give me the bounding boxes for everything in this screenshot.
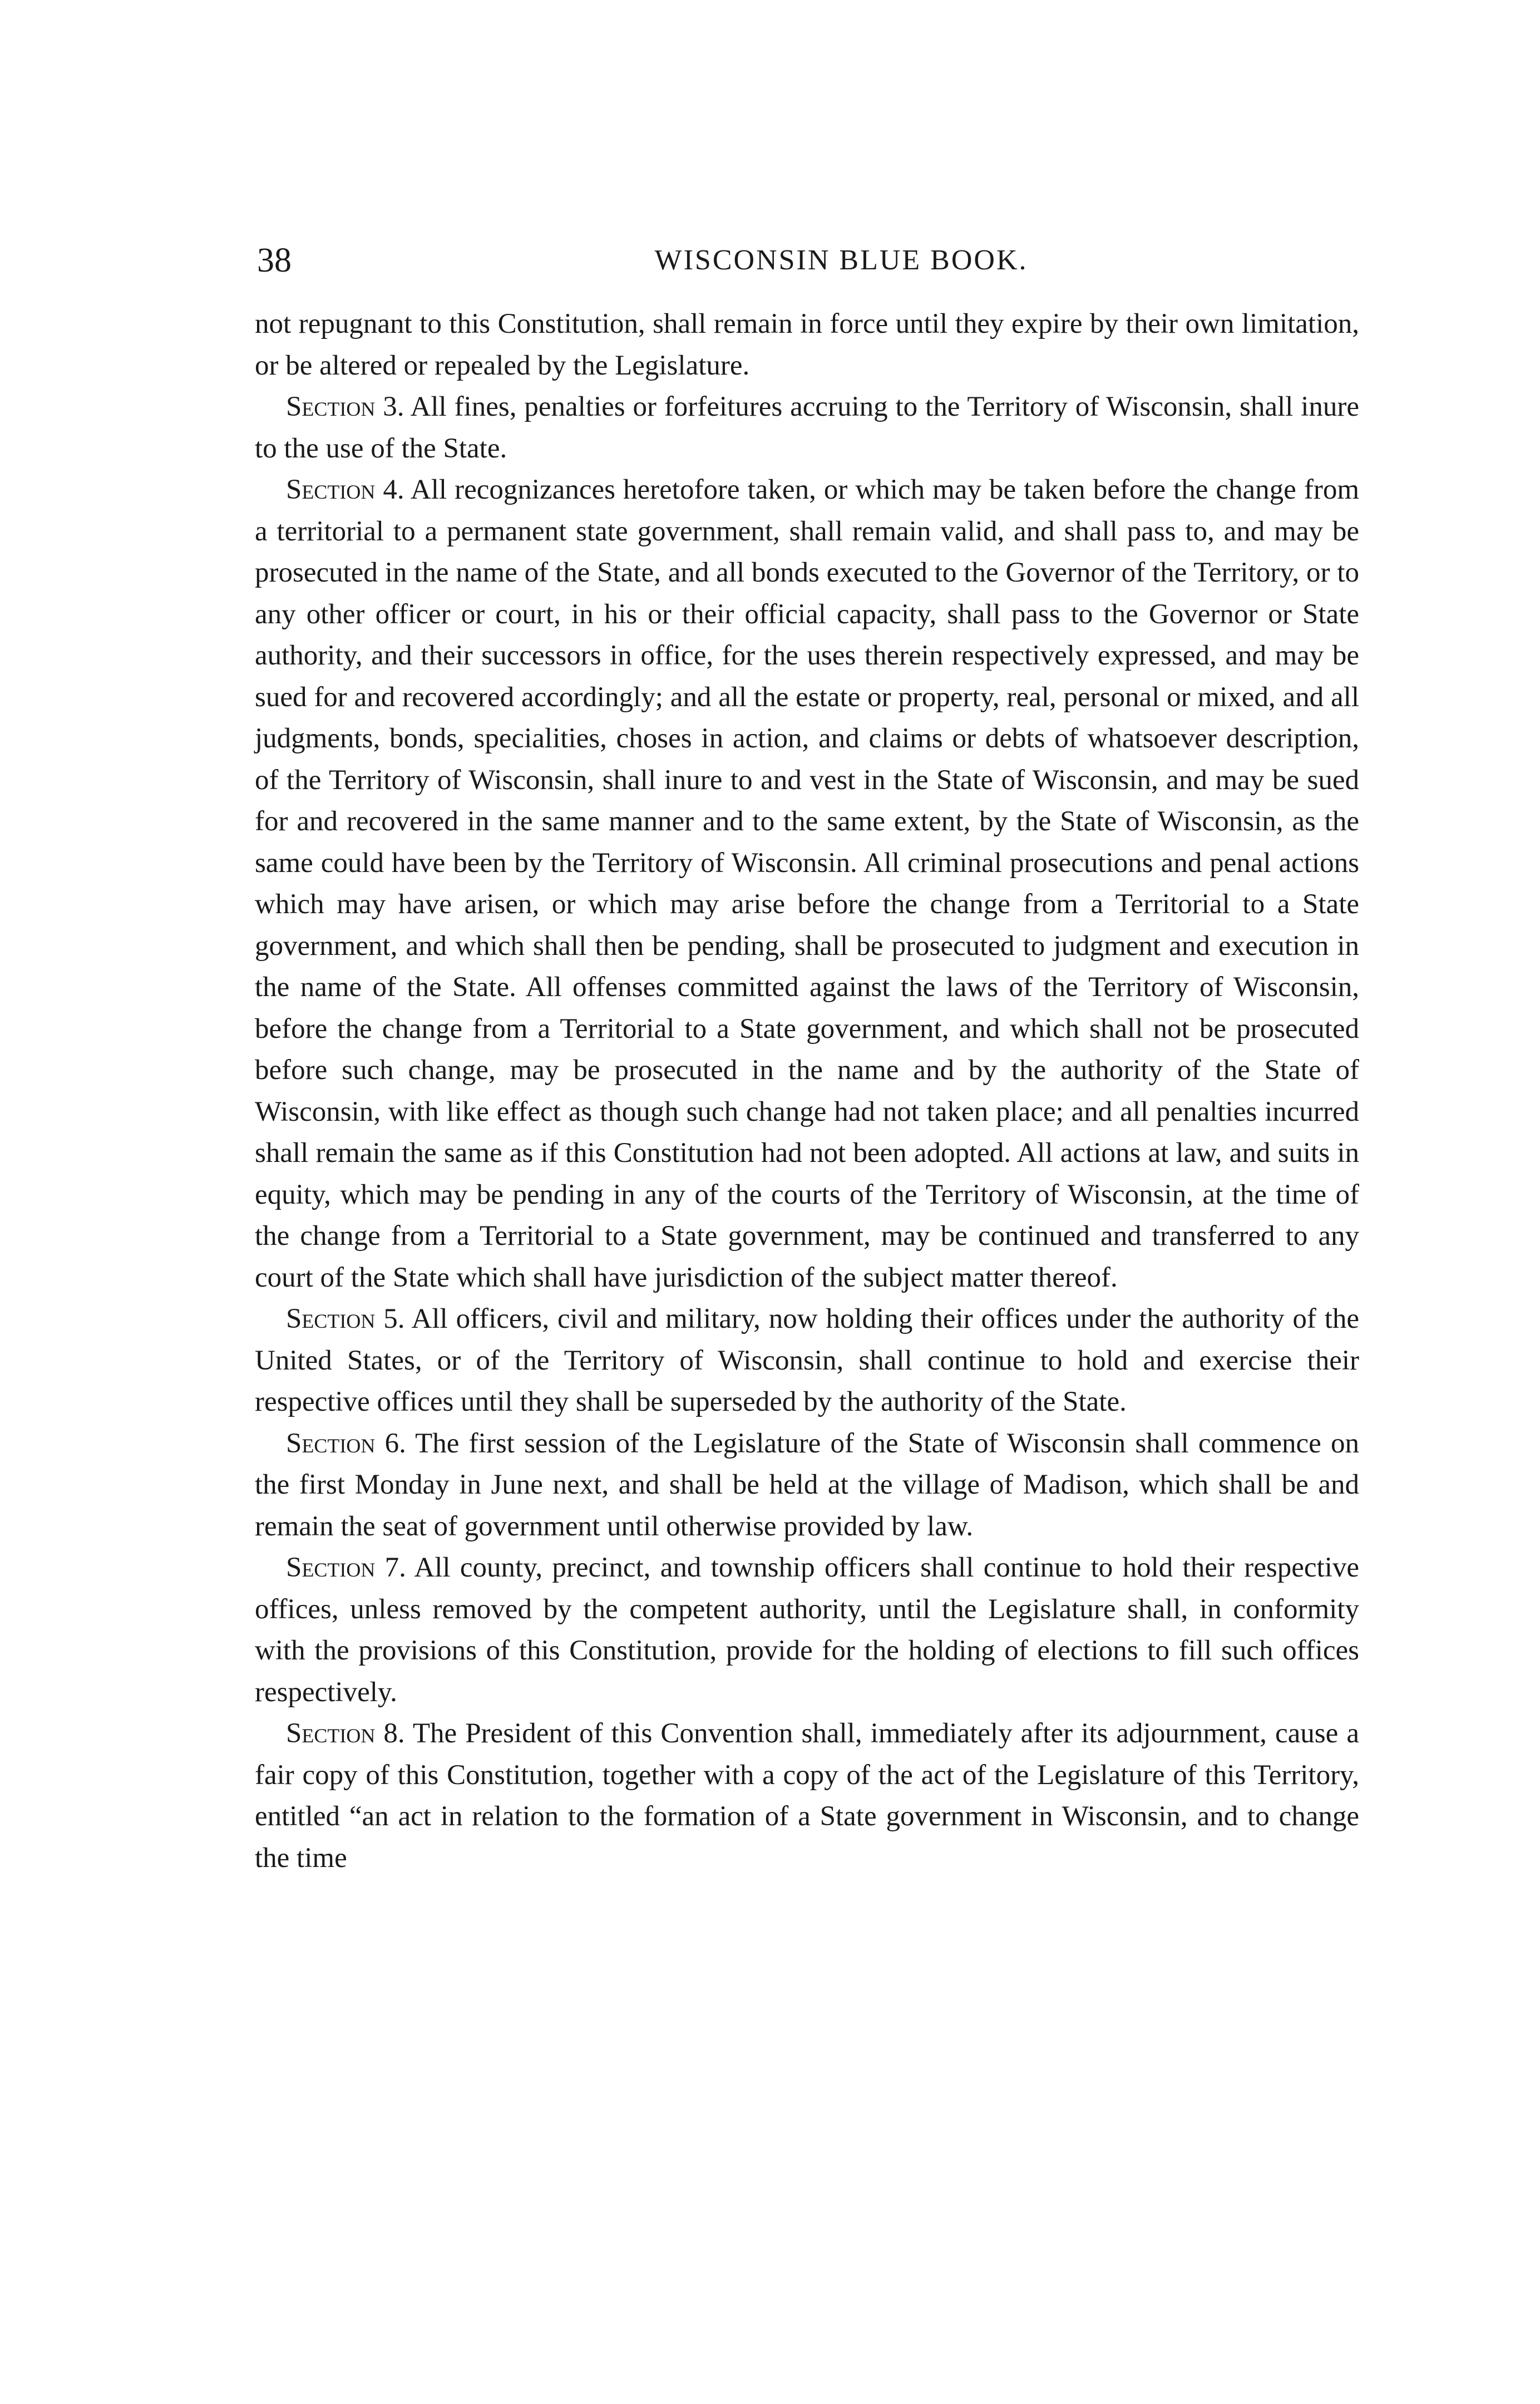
page-header bbox=[257, 238, 1359, 283]
paragraph-text: The first session of the Legislature of the State of Wisconsin shall commence on the first Monday in June next, and shall be held at the village of Madison, which shall be and remain the seat of government until otherwise provided by law. bbox=[255, 1427, 1359, 1542]
paragraph-text: All county, precinct, and township officers shall continue to hold their respective offices, unless removed by the competent authority, until the Legislature shall, in conformity with the provisions of this Constitution, provide for the holding of elections to fill such offices respectively. bbox=[255, 1552, 1360, 1708]
section-label: Section 7. bbox=[286, 1552, 406, 1583]
section-4-paragraph bbox=[255, 469, 1359, 1298]
paragraph-text: The President of this Convention shall, immediately after its adjournment, cause a fair copy of this Constitution, together with a copy of the act of the Legislature of this Territory, entitled “an act in relation to the formation of a State government in Wisconsin, and to change the time bbox=[255, 1718, 1359, 1874]
section-3-paragraph bbox=[255, 386, 1359, 469]
section-5-paragraph bbox=[255, 1298, 1359, 1423]
paragraph-text: not repugnant to this Constitution, shall remain in force until they expire by their own limitation, or be altered or repealed by the Legislature. bbox=[255, 308, 1359, 381]
section-label: Section 6. bbox=[286, 1427, 406, 1459]
paragraph-text: All officers, civil and military, now holding their offices under the authority of the United States, or of the Territory of Wisconsin, shall continue to hold and exercise their respective offices until they shall be superseded by the authority of the State. bbox=[255, 1303, 1360, 1417]
section-6-paragraph bbox=[255, 1423, 1359, 1548]
section-label: Section 4. bbox=[286, 474, 404, 505]
body-text bbox=[255, 303, 1359, 1879]
paragraph-text: All recognizances heretofore taken, or which may be taken before the change from a territorial to a permanent state government, shall remain valid, and shall pass to, and may be prosecuted in the name of the State, and all bonds executed to the Governor of the Territory, or to any other officer or court, in his or their official capacity, shall pass to the Governor or State authority, and their successors in office, for the uses therein respectively expressed, and may be sued for and recovered accordingly; and all the estate or property, real, personal or mixed, and all judgments, bonds, specialities, choses in action, and claims or debts of whatsoever description, of the Territory of Wisconsin, shall inure to and vest in the State of Wisconsin, and may be sued for and recovered in the same manner and to the same extent, by the State of Wisconsin, as the same could have been by the Territory of Wisconsin. All criminal prosecutions and penal actions which may have arisen, or which may arise before the change from a Territorial to a State government, and which shall then be pending, shall be prosecuted to judgment and execution in the name of the State. All offenses committed against the laws of the Territory of Wisconsin, before the change from a Territorial to a State government, and which shall not be prosecuted before such change, may be prosecuted in the name and by the authority of the State of Wisconsin, with like effect as though such change had not taken place; and all penalties incurred shall remain the same as if this Constitution had not been adopted. All actions at law, and suits in equity, which may be pending in any of the courts of the Territory of Wisconsin, at the time of the change from a Territorial to a State government, may be continued and transferred to any court of the State which shall have jurisdiction of the subject matter thereof. bbox=[255, 474, 1359, 1293]
running-head: WISCONSIN BLUE BOOK. bbox=[654, 244, 1028, 276]
section-label: Section 5. bbox=[286, 1303, 405, 1334]
paragraph-continuation bbox=[255, 303, 1359, 386]
page-number: 38 bbox=[257, 242, 292, 279]
paragraph-text: All fines, penalties or forfeitures accruing to the Territory of Wisconsin, shall inure to the use of the State. bbox=[255, 391, 1360, 464]
section-label: Section 3. bbox=[286, 391, 404, 422]
section-8-paragraph bbox=[255, 1713, 1359, 1879]
section-label: Section 8. bbox=[286, 1718, 405, 1749]
section-7-paragraph bbox=[255, 1547, 1359, 1713]
